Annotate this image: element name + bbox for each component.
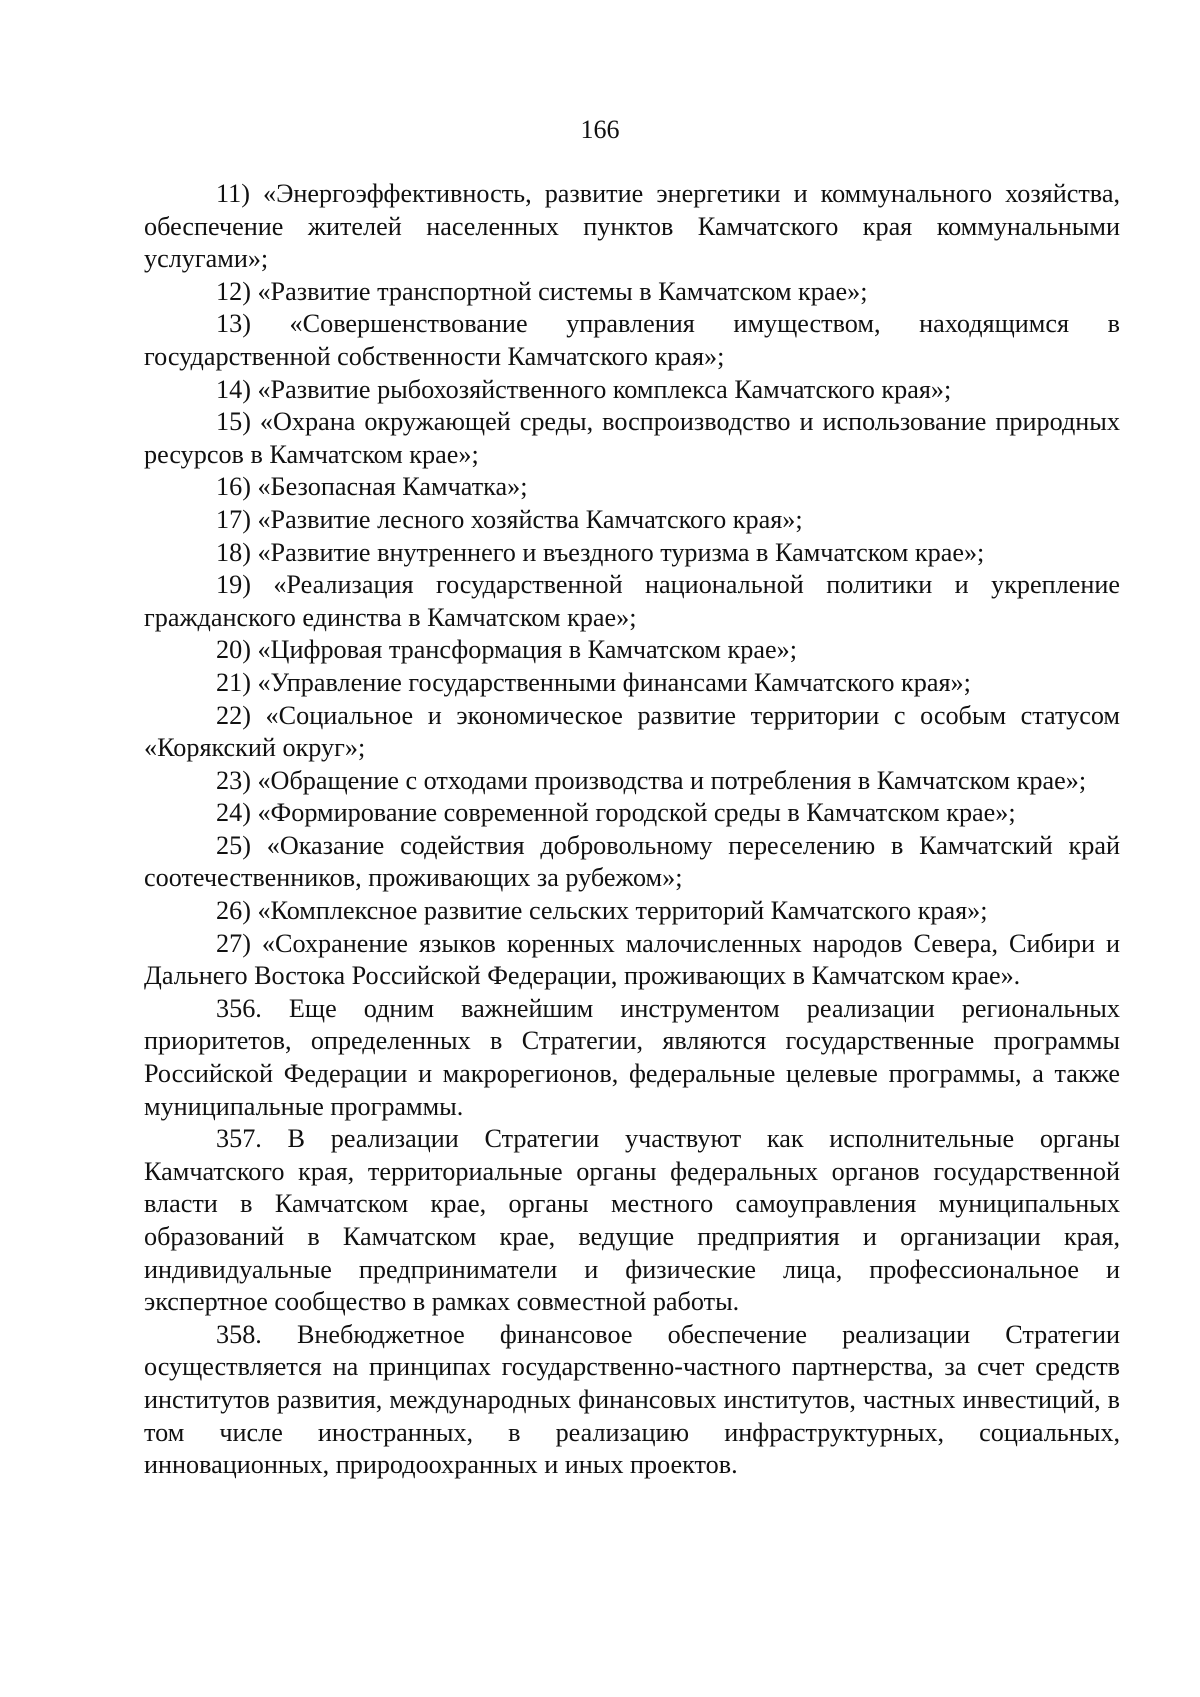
list-item-22: 22) «Социальное и экономическое развитие территории с особым статусом «Корякский округ»; xyxy=(144,700,1120,763)
list-item-25: 25) «Оказание содействия добровольному переселению в Камчатский край соотечественников, проживающих за рубежом»; xyxy=(144,830,1120,893)
list-item-21: 21) «Управление государственными финансами Камчатского края»; xyxy=(216,667,971,697)
list-item-18: 18) «Развитие внутреннего и въездного туризма в Камчатском крае»; xyxy=(216,537,985,567)
list-item-20: 20) «Цифровая трансформация в Камчатском крае»; xyxy=(216,635,797,665)
list-item-13: 13) «Совершенствование управления имуществом, находящимся в государственной собственности Камчатского края»; xyxy=(144,309,1120,371)
list-item-11: 11) «Энергоэффективность, развитие энергетики и коммунального хозяйства, обеспечение жителей населенных пунктов Камчатского края коммунальными услугами»; xyxy=(144,179,1120,274)
list-item-26: 26) «Комплексное развитие сельских территорий Камчатского края»; xyxy=(216,896,988,926)
document-body xyxy=(144,178,1120,1482)
list-item-23: 23) «Обращение с отходами производства и потребления в Камчатском крае»; xyxy=(216,765,1087,795)
page-number: 166 xyxy=(580,115,620,144)
paragraph-356: 356. Еще одним важнейшим инструментом реализации региональных приоритетов, определенных в Стратегии, являются государственные программы Российской Федерации и макрорегионов, федеральные целевые программы, а также муниципальные программы. xyxy=(144,993,1120,1121)
list-item-24: 24) «Формирование современной городской среды в Камчатском крае»; xyxy=(216,798,1016,828)
list-item-19: 19) «Реализация государственной национальной политики и укрепление гражданского единства в Камчатском крае»; xyxy=(144,570,1120,632)
list-item-15: 15) «Охрана окружающей среды, воспроизводство и использование природных ресурсов в Камчатском крае»; xyxy=(144,407,1120,469)
paragraph-357: 357. В реализации Стратегии участвуют как исполнительные органы Камчатского края, территориальные органы федеральных органов государственной власти в Камчатском крае, органы местного самоуправления муниципальных образований в Камчатском крае, ведущие предприятия и организации края, индивидуальные предприниматели и физические лица, профессиональное и экспертное сообщество в рамках совместной работы. xyxy=(144,1124,1120,1317)
list-item-12: 12) «Развитие транспортной системы в Камчатском крае»; xyxy=(216,276,868,306)
list-item-14: 14) «Развитие рыбохозяйственного комплекса Камчатского края»; xyxy=(216,374,952,404)
paragraph-358: 358. Внебюджетное финансовое обеспечение реализации Стратегии осуществляется на принципах государственно-частного партнерства, за счет средств институтов развития, международных финансовых институтов, частных инвестиций, в том числе иностранных, в реализацию инфраструктурных, социальных, инновационных, природоохранных и иных проектов. xyxy=(144,1319,1120,1480)
list-item-17: 17) «Развитие лесного хозяйства Камчатского края»; xyxy=(216,504,803,534)
list-item-16: 16) «Безопасная Камчатка»; xyxy=(216,472,528,502)
list-item-27: 27) «Сохранение языков коренных малочисленных народов Севера, Сибири и Дальнего Востока Российской Федерации, проживающих в Камчатском крае». xyxy=(144,928,1120,991)
